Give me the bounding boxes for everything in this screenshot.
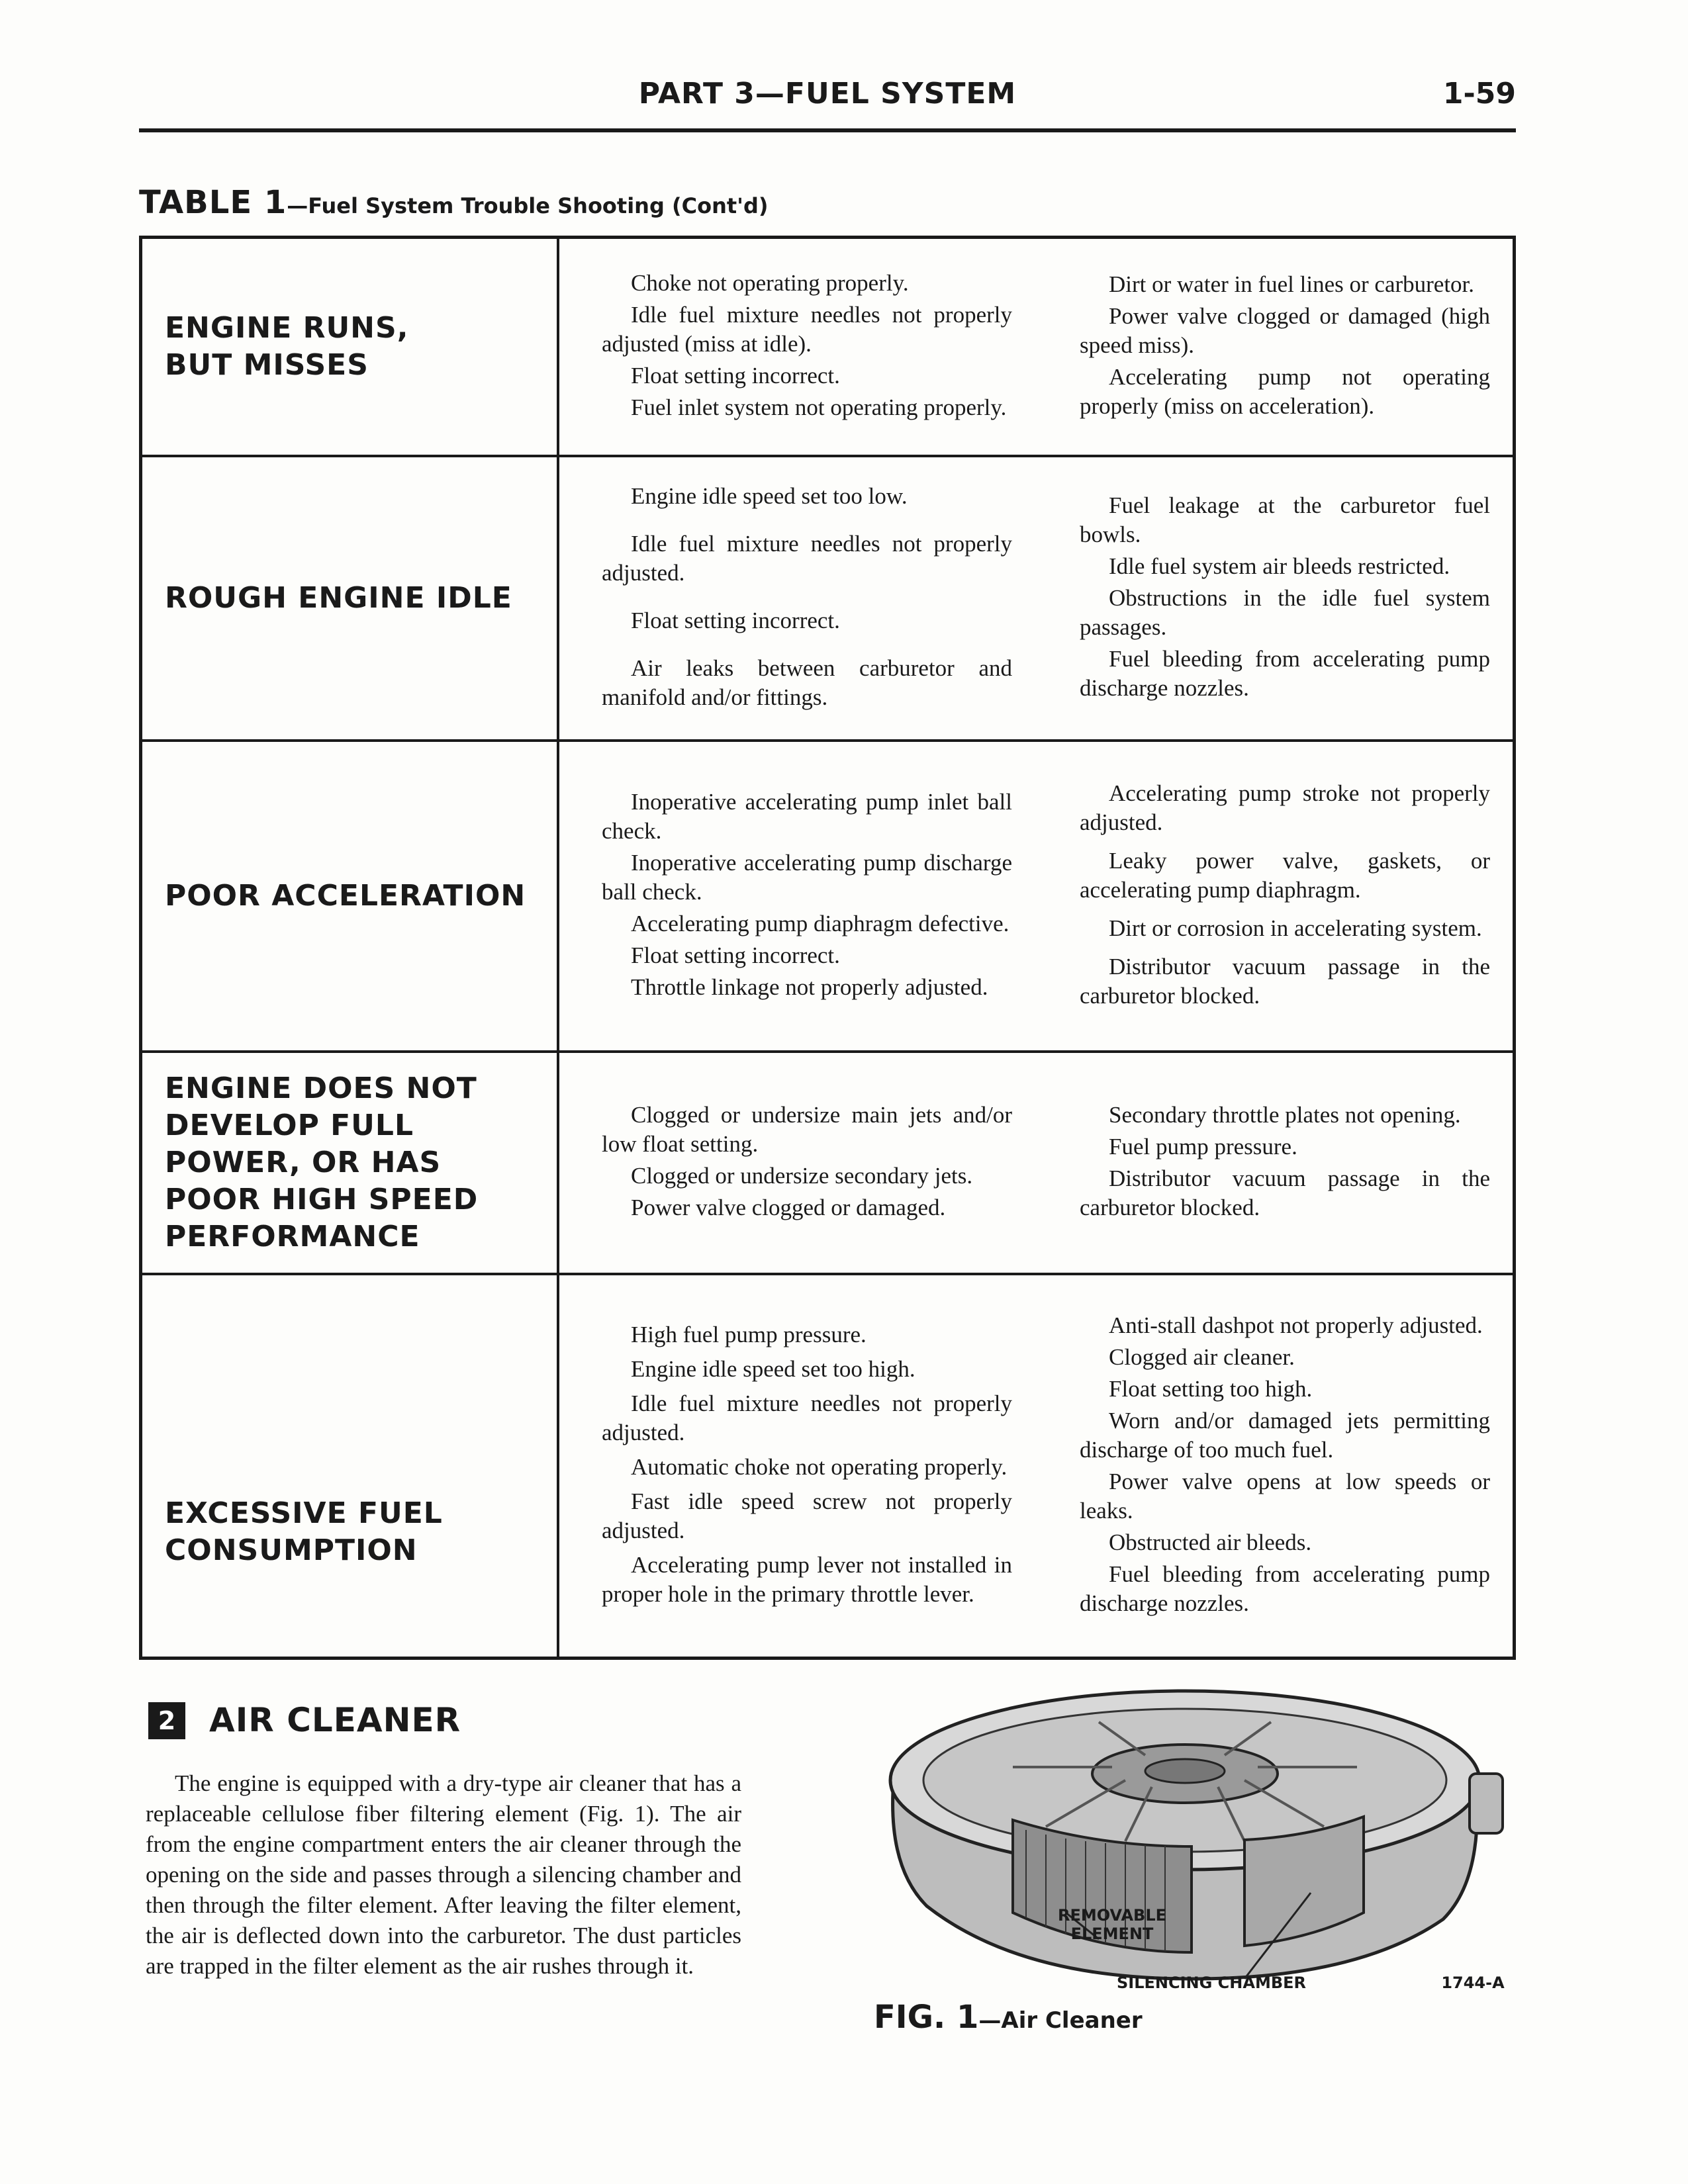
cause-item: Inoperative accelerating pump discharge ball check. [602, 850, 1012, 905]
causes-column [602, 1101, 1012, 1225]
causes-column [602, 1320, 1012, 1612]
cause-item: Clogged air cleaner. [1109, 1344, 1295, 1370]
causes-column [1080, 1101, 1490, 1225]
cause-item: Float setting incorrect. [631, 363, 840, 388]
table-title [139, 184, 769, 221]
causes-cell [559, 1053, 1513, 1273]
cause-item: Fuel bleeding from accelerating pump discharge nozzles. [1080, 1561, 1490, 1616]
condition-cell: EXCESSIVE FUEL CONSUMPTION [142, 1275, 559, 1657]
cause-item: Power valve clogged or damaged. [631, 1195, 946, 1220]
page-header [139, 73, 1516, 132]
cause-item: Idle fuel mixture needles not properly adjusted. [602, 531, 1012, 586]
table-row [142, 739, 1513, 1050]
causes-cell [559, 457, 1513, 739]
page-number: 1-59 [1442, 77, 1516, 111]
cause-item: Obstructions in the idle fuel system passages. [1080, 585, 1490, 640]
label-silencing-chamber: SILENCING CHAMBER [1117, 1974, 1306, 1992]
cause-item: Distributor vacuum passage in the carburetor blocked. [1080, 1165, 1490, 1220]
cause-item: Clogged or undersize secondary jets. [631, 1163, 973, 1189]
cause-item: Choke not operating properly. [631, 270, 909, 296]
table-row [142, 1273, 1513, 1657]
cause-item: Accelerating pump stroke not properly adjusted. [1080, 780, 1490, 835]
cause-item: Secondary throttle plates not opening. [1109, 1102, 1461, 1128]
figure-caption-sub: —Air Cleaner [978, 2007, 1143, 2034]
causes-column [1080, 491, 1490, 705]
cause-item: Fuel leakage at the carburetor fuel bowls. [1080, 492, 1490, 547]
cause-item: Float setting too high. [1109, 1376, 1313, 1402]
causes-cell [559, 239, 1513, 455]
cause-item: Distributor vacuum passage in the carburetor blocked. [1080, 954, 1490, 1009]
table-title-main: TABLE 1 [139, 184, 287, 221]
cause-item: Idle fuel system air bleeds restricted. [1109, 553, 1450, 579]
cause-item: Accelerating pump diaphragm defective. [631, 911, 1009, 936]
cause-item: Float setting incorrect. [631, 608, 840, 633]
condition-cell: ENGINE DOES NOT DEVELOP FULL POWER, OR HAS POOR HIGH SPEED PERFORMANCE [142, 1053, 559, 1273]
causes-cell [559, 742, 1513, 1050]
causes-column [1080, 1311, 1490, 1621]
cause-item: Air leaks between carburetor and manifold and/or fittings. [602, 655, 1012, 710]
causes-cell [559, 1275, 1513, 1657]
causes-column [1080, 270, 1490, 424]
table-title-sub: —Fuel System Trouble Shooting (Cont'd) [287, 193, 769, 218]
body-paragraph: The engine is equipped with a dry-type air cleaner that has a replaceable cellulose fiber filtering element (Fig. 1). The air from the engine compartment enters the air cleaner through the opening on the side and passes through a silencing chamber and then through the filter element. After leaving the filter element, the air is deflected down into the carburetor. The dust particles are trapped in the filter element as the air rushes through it. [146, 1770, 741, 1979]
condition-cell: POOR ACCELERATION [142, 742, 559, 1050]
cause-item: High fuel pump pressure. [631, 1322, 867, 1347]
causes-column [602, 269, 1012, 425]
cause-item: Clogged or undersize main jets and/or low float setting. [602, 1102, 1012, 1157]
cause-item: Float setting incorrect. [631, 942, 840, 968]
causes-column [602, 788, 1012, 1005]
cause-item: Throttle linkage not properly adjusted. [631, 974, 988, 1000]
cause-item: Engine idle speed set too low. [631, 483, 908, 509]
air-cleaner-figure [847, 1668, 1523, 2012]
cause-item: Dirt or corrosion in accelerating system. [1109, 915, 1482, 941]
table-row [142, 455, 1513, 739]
table-row [142, 239, 1513, 455]
cause-item: Power valve opens at low speeds or leaks. [1080, 1469, 1490, 1524]
cause-item: Fast idle speed screw not properly adjusted. [602, 1488, 1012, 1543]
figure-caption [874, 1999, 1143, 2036]
cause-item: Leaky power valve, gaskets, or accelerating pump diaphragm. [1080, 848, 1490, 903]
cause-item: Automatic choke not operating properly. [631, 1454, 1008, 1480]
cause-item: Accelerating pump not operating properly (miss on acceleration). [1080, 364, 1490, 419]
condition-cell: ROUGH ENGINE IDLE [142, 457, 559, 739]
causes-column [1080, 779, 1490, 1013]
section-title: AIR CLEANER [209, 1701, 461, 1739]
cause-item: Dirt or water in fuel lines or carburetor. [1109, 271, 1475, 297]
figure-caption-main: FIG. 1 [874, 1999, 979, 2036]
figure-code: 1744-A [1441, 1974, 1505, 1992]
causes-column [602, 482, 1012, 715]
table-row [142, 1050, 1513, 1273]
section-number-badge: 2 [148, 1702, 185, 1739]
label-removable-element: REMOVABLE ELEMENT [1057, 1906, 1166, 1943]
cause-item: Accelerating pump lever not installed in proper hole in the primary throttle lever. [602, 1552, 1012, 1607]
cause-item: Anti-stall dashpot not properly adjusted. [1109, 1312, 1483, 1338]
cause-item: Fuel inlet system not operating properly. [631, 394, 1007, 420]
trouble-shooting-table [139, 236, 1516, 1660]
cause-item: Inoperative accelerating pump inlet ball check. [602, 789, 1012, 844]
cause-item: Obstructed air bleeds. [1109, 1529, 1312, 1555]
cause-item: Power valve clogged or damaged (high speed miss). [1080, 303, 1490, 358]
running-head: PART 3—FUEL SYSTEM [638, 77, 1017, 111]
cause-item: Idle fuel mixture needles not properly adjusted. [602, 1390, 1012, 1445]
cause-item: Fuel pump pressure. [1109, 1134, 1297, 1160]
cause-item: Worn and/or damaged jets permitting discharge of too much fuel. [1080, 1408, 1490, 1463]
cause-item: Idle fuel mixture needles not properly adjusted (miss at idle). [602, 302, 1012, 357]
cause-item: Engine idle speed set too high. [631, 1356, 915, 1382]
cause-item: Fuel bleeding from accelerating pump discharge nozzles. [1080, 646, 1490, 701]
condition-cell: ENGINE RUNS, BUT MISSES [142, 239, 559, 455]
air-cleaner-illustration [847, 1668, 1523, 2012]
